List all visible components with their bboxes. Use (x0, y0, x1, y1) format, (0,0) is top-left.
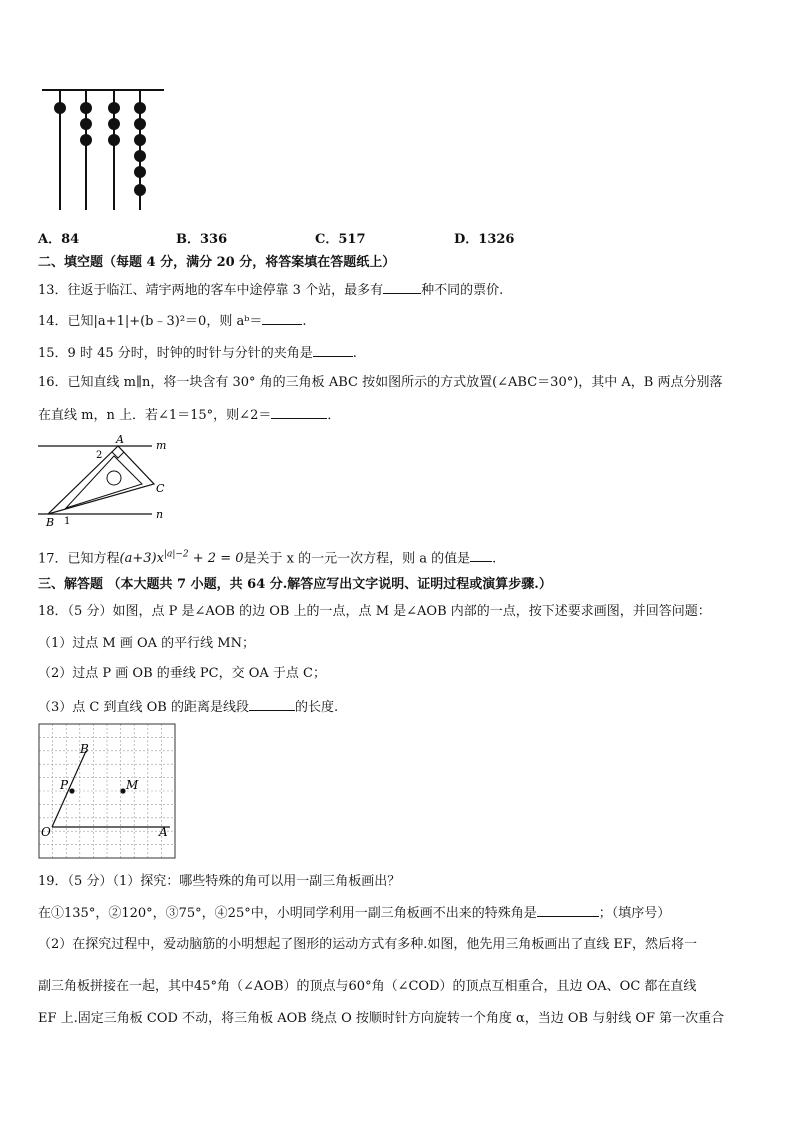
label-1: 1 (64, 516, 71, 527)
label-o: O (41, 825, 51, 839)
question-19-line-3: 副三角板拼接在一起，其中45°角（∠AOB）的顶点与60°角（∠COD）的顶点互相重合，且边 OA、OC 都在直线 (38, 979, 697, 994)
q14-text-post: . (302, 314, 307, 329)
question-19-line-4: EF 上.固定三角板 COD 不动，将三角板 AOB 绕点 O 按顺时针方向旋转一个角度 α，当边 OB 与射线 OF 第一次重合 (38, 1011, 725, 1026)
question-19-line-2: （2）在探究过程中，爱动脑筋的小明想起了图形的运动方式有多种.如图，他先用三角板画出了直线 EF，然后将一 (38, 937, 698, 952)
label-b: B (46, 516, 55, 528)
q19-text-pre: 在①135°，②120°，③75°，④25°中，小明同学利用一副三角板画不出来的特殊角是 (38, 906, 537, 921)
q18-p3-text-post: 的长度. (294, 700, 339, 715)
question-15 (38, 342, 357, 364)
option-c: C．517 (315, 232, 366, 247)
q13-text-post: 种不同的票价. (421, 283, 504, 298)
option-b: B．336 (176, 232, 228, 247)
q18-answer-blank[interactable] (249, 696, 295, 711)
question-19-title: 19．（5 分）（1）探究：哪些特殊的角可以用一副三角板画出？ (38, 874, 401, 889)
abacus-rods (60, 90, 140, 210)
triangle-figure (36, 432, 176, 528)
q17-text-post: . (492, 551, 497, 567)
q15-answer-blank[interactable] (313, 342, 353, 357)
label-p: P (60, 778, 69, 792)
q18-p3-text-pre: （3）点 C 到直线 OB 的距离是线段 (38, 700, 249, 715)
question-18-part-3 (38, 696, 338, 718)
q14-answer-blank[interactable] (262, 310, 302, 325)
triangle-hole (107, 471, 121, 485)
question-18-part-1: （1）过点 M 画 OA 的平行线 MN； (38, 636, 255, 651)
question-19-line-1 (38, 902, 670, 924)
q14-text-pre: 14．已知|a+1|+(b﹣3)²＝0，则 aᵇ＝ (38, 314, 263, 329)
label-2: 2 (96, 450, 103, 461)
question-17 (38, 545, 496, 569)
label-m: M (126, 778, 139, 792)
option-d: D．1326 (454, 232, 515, 247)
right-angle-mark (112, 452, 124, 458)
q15-text-pre: 15．9 时 45 分时，时钟的时针与分针的夹角是 (38, 346, 313, 361)
question-14 (38, 310, 307, 332)
q17-answer-blank[interactable] (470, 547, 492, 562)
q13-text-pre: 13．往返于临江、靖宇两地的客车中途停靠 3 个站，最多有 (38, 283, 384, 298)
q19-answer-blank[interactable] (537, 902, 599, 917)
grid-figure (38, 723, 178, 861)
q16-answer-blank[interactable] (271, 404, 327, 419)
question-16-line-2 (38, 404, 340, 426)
label-b: B (80, 742, 89, 756)
label-a: A (116, 433, 124, 446)
label-n: n (156, 508, 164, 521)
q17-text-pre: 17．已知方程 (38, 551, 120, 567)
section-3-title: 三、解答题 （本大题共 7 小题，共 64 分.解答应写出文字说明、证明过程或演算步骤.） (38, 577, 552, 592)
q13-answer-blank[interactable] (383, 279, 421, 294)
question-13 (38, 279, 503, 301)
label-c: C (156, 482, 165, 495)
q19-text-post: ；（填序号） (598, 906, 671, 921)
label-a: A (159, 825, 168, 839)
option-a: A．84 (38, 232, 80, 247)
q15-text-post: . (352, 346, 357, 361)
question-18-intro: 18．（5 分）如图，点 P 是∠AOB 的边 OB 上的一点，点 M 是∠AOB 内部的一点，按下述要求画图，并回答问题： (38, 604, 711, 619)
question-18-part-2: （2）过点 P 画 OB 的垂线 PC，交 OA 于点 C； (38, 666, 326, 681)
section-2-title: 二、填空题（每题 4 分，满分 20 分，将答案填在答题纸上） (38, 255, 396, 270)
q17-text-mid: 是关于 x 的一元一次方程，则 a 的值是 (243, 551, 471, 567)
label-m: m (156, 439, 167, 452)
abacus-beads (54, 102, 146, 196)
question-16-line-1: 16．已知直线 m∥n，将一块含有 30° 角的三角板 ABC 按如图所示的方式放置(∠ABC＝30°)，其中 A，B 两点分别落 (38, 375, 723, 390)
q17-equation: $(a+3)x^{|a|-2} + 2 = 0$ (119, 550, 244, 567)
triangle-inner (66, 456, 142, 508)
point-m (120, 788, 125, 793)
q16-text-pre: 在直线 m，n 上．若∠1＝15°，则∠2＝ (38, 408, 272, 423)
abacus-figure (38, 86, 168, 214)
point-p (69, 788, 74, 793)
ray-ob (52, 751, 86, 827)
q16-text-post: ． (327, 408, 341, 423)
